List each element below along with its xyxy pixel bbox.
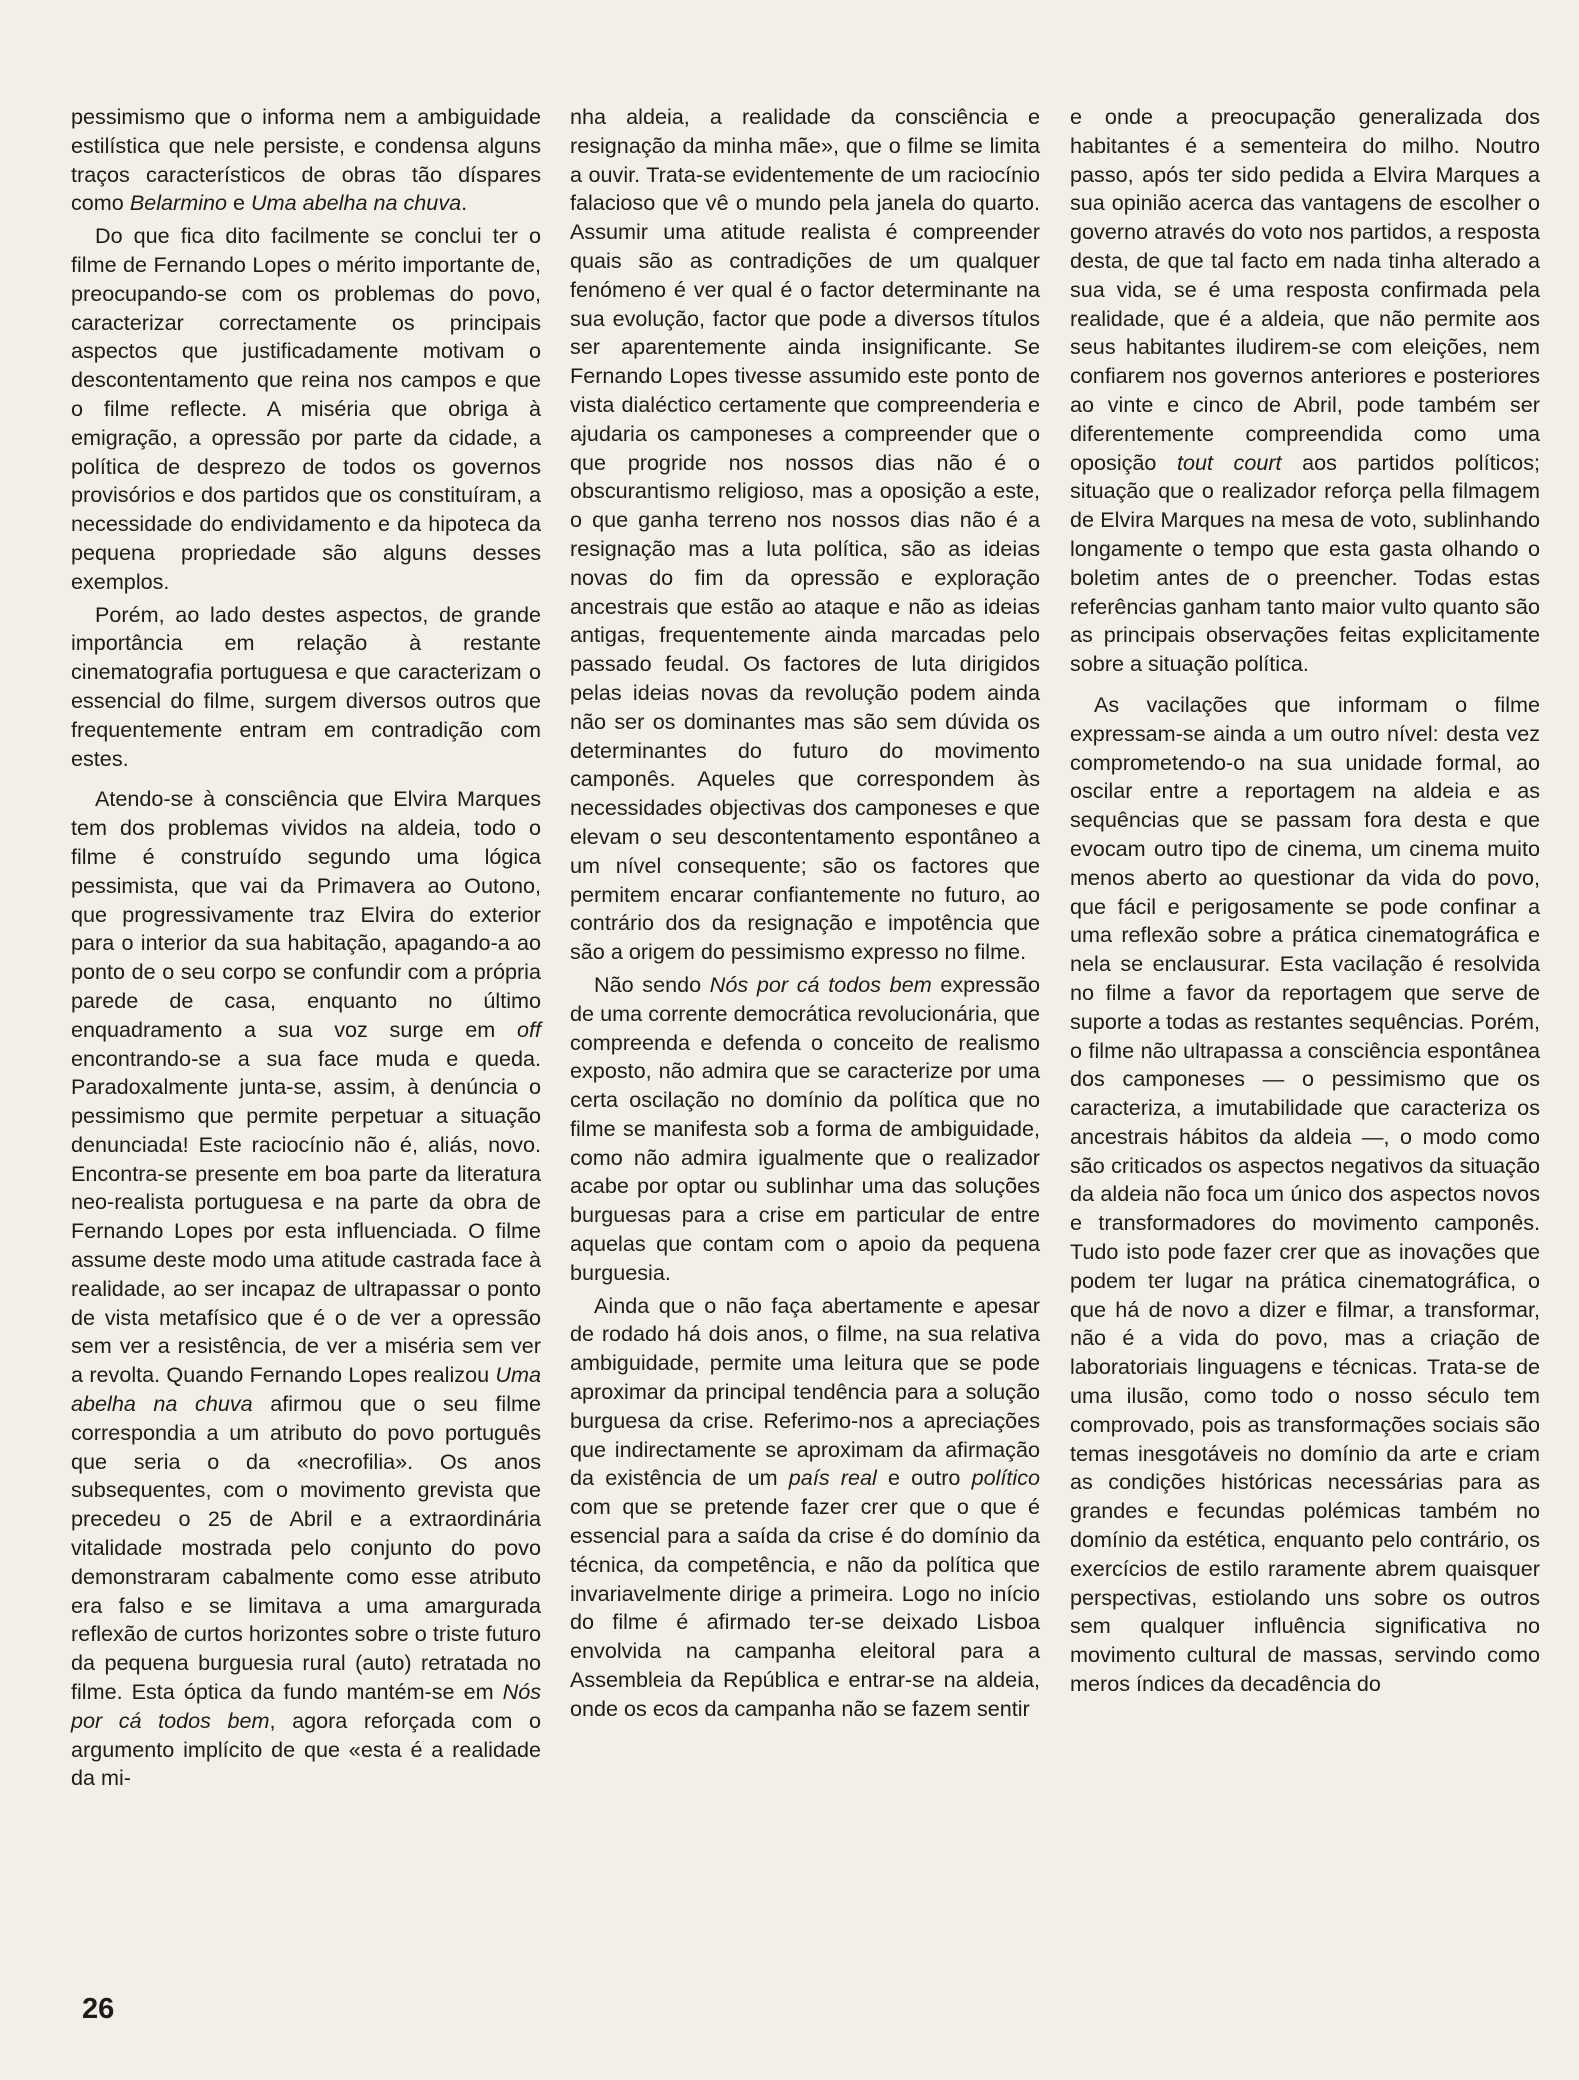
- italic-title-text: político: [971, 1465, 1041, 1491]
- paragraph-text: com que se pretende fazer crer que o que é essencial para a saída da crise é do domínio da técnica, da competência, e não da política que invariavelmente dirige a primeira. Logo no início do filme é afirmado ter-se deixado Lisboa envolvida na campanha eleitoral para a Assembleia da República e entrar-se na aldeia, onde os ecos da campanha não se fazem sentir: [570, 1494, 1040, 1721]
- paragraph-text: nha aldeia, a realidade da consciência e resignação da minha mãe», que o filme se limita a ouvir. Trata-se evidentemente de um raciocínio falacioso que vê o mundo pela janela do quarto. Assumir uma atitude realista é compreender quais são as contradições de um qualquer fenómeno é ver qual é o factor determinante na sua evolução, factor que pode a diversos títulos ser aparentemente ainda insignificante. Se Fernando Lopes tivesse assumido este ponto de vista dialéctico certamente que compreenderia e ajudaria os camponeses a compreender que o que progride nos nossos dias não é o obscurantismo religioso, mas a oposição a este, o que ganha terreno nos nossos dias não é a resignação mas a luta política, são as ideias novas do fim da opressão e exploração ancestrais que estão ao ataque e não as ideias antigas, frequentemente ainda marcadas pelo passado feudal. Os factores de luta dirigidos pelas ideias novas da revolução podem ainda não ser os dominantes mas são sem dúvida os determinantes do futuro do movimento camponês. Aqueles que correspondem às necessidades objectivas dos camponeses e que elevam o seu descontentamento espontâneo a um nível consequente; são os factores que permitem encarar confiantemente no futuro, ao contrário dos da resignação e impotência que são a origem do pessimismo expresso no filme.: [570, 104, 1040, 965]
- text-column-3: [1070, 103, 1540, 1703]
- article-paragraph: [71, 601, 541, 774]
- paragraph-text: Do que fica dito facilmente se conclui ter o filme de Fernando Lopes o mérito importante de, preocupando-se com os problemas do povo, caracterizar correctamente os principais aspectos que justificadamente motivam o descontentamento que reina nos campos e que o filme reflecte. A miséria que obriga à emigração, a opressão por parte da cidade, a política de desprezo de todos os governos provisórios e dos partidos que os constituíram, a necessidade do endividamento e da hipoteca da pequena propriedade são alguns desses exemplos.: [71, 223, 541, 594]
- paragraph-text: pessimismo que o informa nem a ambiguidade estilística que nele persiste, e condensa alguns traços característicos de obras tão díspares como: [71, 104, 541, 216]
- article-paragraph: [1070, 103, 1540, 679]
- paragraph-text: e outro: [876, 1465, 972, 1491]
- paragraph-text: e onde a preocupação generalizada dos habitantes é a sementeira do milho. Noutro passo, após ter sido pedida a Elvira Marques a sua opinião acerca das vantagens de escolher o governo através do voto nos partidos, a resposta desta, de que tal facto em nada tinha alterado a sua vida, se é uma resposta confirmada pela realidade, que é a aldeia, que não permite aos seus habitantes iludirem-se com eleições, nem confiarem nos governos anteriores e posteriores ao vinte e cinco de Abril, pode também ser diferentemente compreendida como uma oposição: [1070, 104, 1540, 475]
- paragraph-text: Atendo-se à consciência que Elvira Marques tem dos problemas vividos na aldeia, todo o filme é construído segundo uma lógica pessimista, que vai da Primavera ao Outono, que progressivamente traz Elvira do exterior para o interior da sua habitação, apagando-a ao ponto de o seu corpo se confundir com a própria parede de casa, enquanto no último enquadramento a sua voz surge em: [71, 786, 541, 1042]
- italic-title-text: Uma abelha na chuva: [71, 1362, 541, 1417]
- article-paragraph: [71, 222, 541, 596]
- article-paragraph: [71, 785, 541, 1793]
- page-number: 26: [82, 1993, 115, 2025]
- paragraph-text: , agora reforçada com o argumento implícito de que «esta é a realidade da mi-: [71, 1707, 541, 1791]
- article-paragraph: [1070, 691, 1540, 1699]
- italic-title-text: Nós por cá todos bem: [709, 971, 932, 997]
- paragraph-text: e: [227, 190, 252, 216]
- article-paragraph: [570, 103, 1040, 967]
- italic-title-text: país real: [788, 1465, 877, 1491]
- article-paragraph: [570, 1292, 1040, 1724]
- paragraph-text: Não sendo: [594, 971, 710, 997]
- paragraph-text: Ainda que o não faça abertamente e apesar de rodado há dois anos, o filme, na sua relativa ambiguidade, permite uma leitura que se pode aproximar da principal tendência para a solução burguesa da crise. Referimo-nos a apreciações que indirectamente se aproximam da afirmação da existência de um: [570, 1292, 1040, 1491]
- article-paragraph: [71, 103, 541, 218]
- text-column-1: [71, 103, 541, 1797]
- italic-title-text: Nós por cá todos bem: [71, 1679, 541, 1733]
- paragraph-text: .: [461, 190, 468, 216]
- paragraph-text: aos partidos políticos; situação que o realizador reforça pella filmagem de Elvira Marques na mesa de voto, sublinhando longamente o tempo que esta gasta olhando o boletim antes de o preencher. Todas estas referências ganham tanto maior vulto quanto são as principais observações feitas explicitamente sobre a situação política.: [1070, 449, 1540, 677]
- paragraph-text: As vacilações que informam o filme expressam-se ainda a um outro nível: desta vez comprometendo-o na sua unidade formal, ao oscilar entre a reportagem na aldeia e as sequências que se passam fora desta e que evocam outro tipo de cinema, um cinema muito menos aberto ao questionar da vida do povo, que fácil e perigosamente se pode confinar a uma reflexão sobre a prática cinematográfica e nela se enclausurar. Esta vacilação é resolvida no filme a favor da reportagem que serve de suporte a todas as restantes sequências. Porém, o filme não ultrapassa a consciência espontânea dos camponeses — o pessimismo que os caracteriza, a imutabilidade que caracteriza os ancestrais hábitos da aldeia —, o modo como são criticados os aspectos negativos da situação da aldeia não foca um único dos aspectos novos e transformadores do movimento camponês. Tudo isto pode fazer crer que as inovações que podem ter lugar na prática cinematográfica, o que há de novo a dizer e filmar, a transformar, não é a vida do povo, mas a criação de laboratoriais linguagens e técnicas. Trata-se de uma ilusão, como todo o nosso século tem comprovado, pois as transformações sociais são temas inesgotáveis no domínio da arte e criam as condições históricas necessárias para as grandes e fecundas polémicas também no domínio da estética, enquanto pelo contrário, os exercícios de estilo raramente abrem quaisquer perspectivas, estiolando uns sobre os outros sem qualquer influência significativa no movimento cultural de massas, servindo como meros índices da decadência do: [1070, 691, 1540, 1697]
- italic-title-text: Belarmino: [129, 190, 228, 216]
- italic-title-text: tout court: [1176, 449, 1282, 475]
- article-paragraph: [570, 971, 1040, 1288]
- text-column-2: [570, 103, 1040, 1728]
- italic-title-text: off: [516, 1016, 541, 1042]
- paragraph-text: encontrando-se a sua face muda e queda. Paradoxalmente junta-se, assim, à denúncia o pessimismo que permite perpetuar a situação denunciada! Este raciocínio não é, aliás, novo. Encontra-se presente em boa parte da literatura neo-realista portuguesa e na parte da obra de Fernando Lopes por esta influenciada. O filme assume deste modo uma atitude castrada face à realidade, ao ser incapaz de ultrapassar o ponto de vista metafísico que é o de ver a opressão sem ver a resistência, de ver a miséria sem ver a revolta. Quando Fernando Lopes realizou: [71, 1045, 541, 1388]
- italic-title-text: Uma abelha na chuva: [251, 190, 462, 216]
- paragraph-text: expressão de uma corrente democrática revolucionária, que compreenda e defenda o conceito de realismo exposto, não admira que se caracterize por uma certa oscilação no domínio da política que no filme se manifesta sob a forma de ambiguidade, como não admira igualmente que o realizador acabe por optar ou sublinhar uma das soluções burguesas para a crise em particular de entre aquelas que contam com o apoio da pequena burguesia.: [570, 971, 1040, 1285]
- paragraph-text: afirmou que o seu filme correspondia a um atributo do povo português que seria o da «necrofilia». Os anos subsequentes, com o movimento grevista que precedeu o 25 de Abril e a extraordinária vitalidade mostrada pelo conjunto do povo demonstraram cabalmente como esse atributo era falso e se limitava a uma amargurada reflexão de curtos horizontes sobre o triste futuro da pequena burguesia rural (auto) retratada no filme. Esta óptica da fundo mantém-se em: [71, 1391, 542, 1705]
- paragraph-text: Porém, ao lado destes aspectos, de grande importância em relação à restante cinematografia portuguesa e que caracterizam o essencial do filme, surgem diversos outros que frequentemente entram em contradição com estes.: [71, 601, 541, 771]
